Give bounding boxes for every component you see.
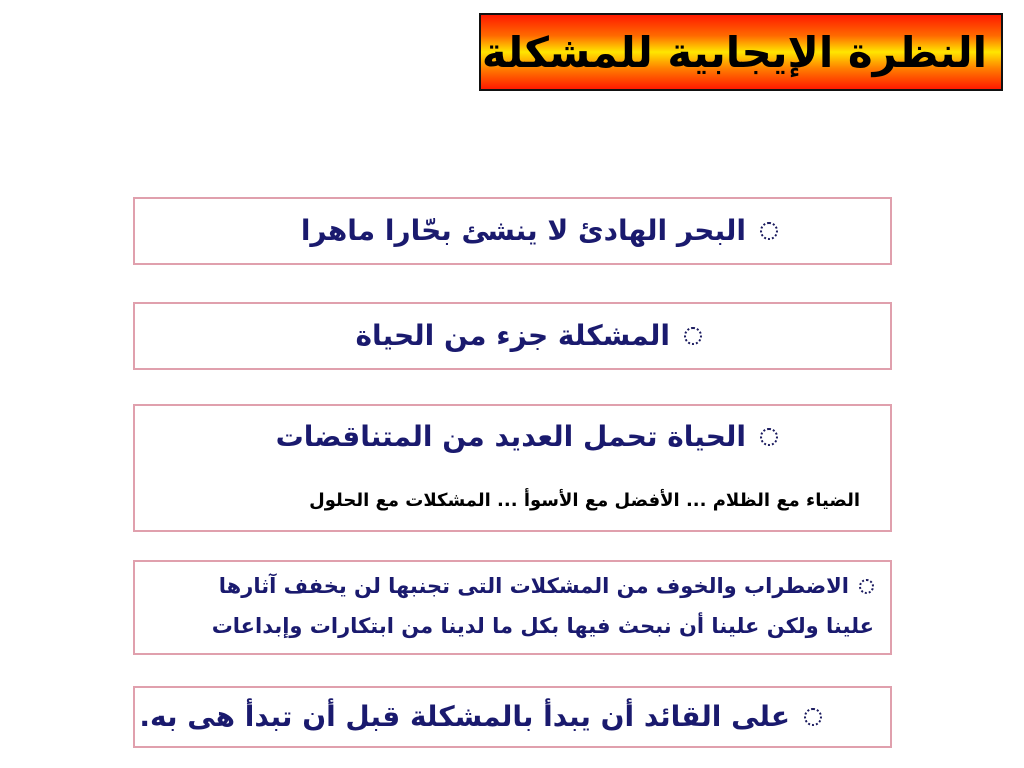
point-box-1 <box>133 197 892 265</box>
point-line <box>219 574 874 598</box>
point-line-continued <box>212 614 874 638</box>
point-text-line1: الاضطراب والخوف من المشكلات التى تجنبها لن يخفف آثارها <box>218 574 849 598</box>
point-box-5 <box>133 686 892 748</box>
point-subtext: الضياء مع الظلام ... الأفضل مع الأسوأ ... المشكلات مع الحلول <box>309 490 860 511</box>
point-box-2 <box>133 302 892 370</box>
point-text: المشكلة جزء من الحياة <box>355 319 670 352</box>
page-title: النظرة الإيجابية للمشكلة <box>481 27 987 77</box>
dotted-circle-bullet-icon <box>760 428 778 446</box>
point-line <box>276 420 778 453</box>
dotted-circle-bullet-icon <box>684 327 702 345</box>
dotted-circle-bullet-icon <box>760 222 778 240</box>
point-box-4 <box>133 560 892 655</box>
point-text: الحياة تحمل العديد من المتناقضات <box>275 420 746 453</box>
point-line <box>301 214 778 247</box>
point-box-3 <box>133 404 892 532</box>
title-banner <box>479 13 1003 91</box>
dotted-circle-bullet-icon <box>804 708 822 726</box>
point-line <box>355 319 702 352</box>
point-text: على القائد أن يبدأ بالمشكلة قبل أن تبدأ هى به. <box>139 700 790 733</box>
dotted-circle-bullet-icon <box>859 579 874 594</box>
point-subline <box>309 490 860 511</box>
point-text: البحر الهادئ لا ينشئ بحّارا ماهرا <box>300 214 746 247</box>
point-text-line2: علينا ولكن علينا أن نبحث فيها بكل ما لدينا من ابتكارات وإبداعات <box>211 614 874 638</box>
point-line <box>139 700 822 733</box>
